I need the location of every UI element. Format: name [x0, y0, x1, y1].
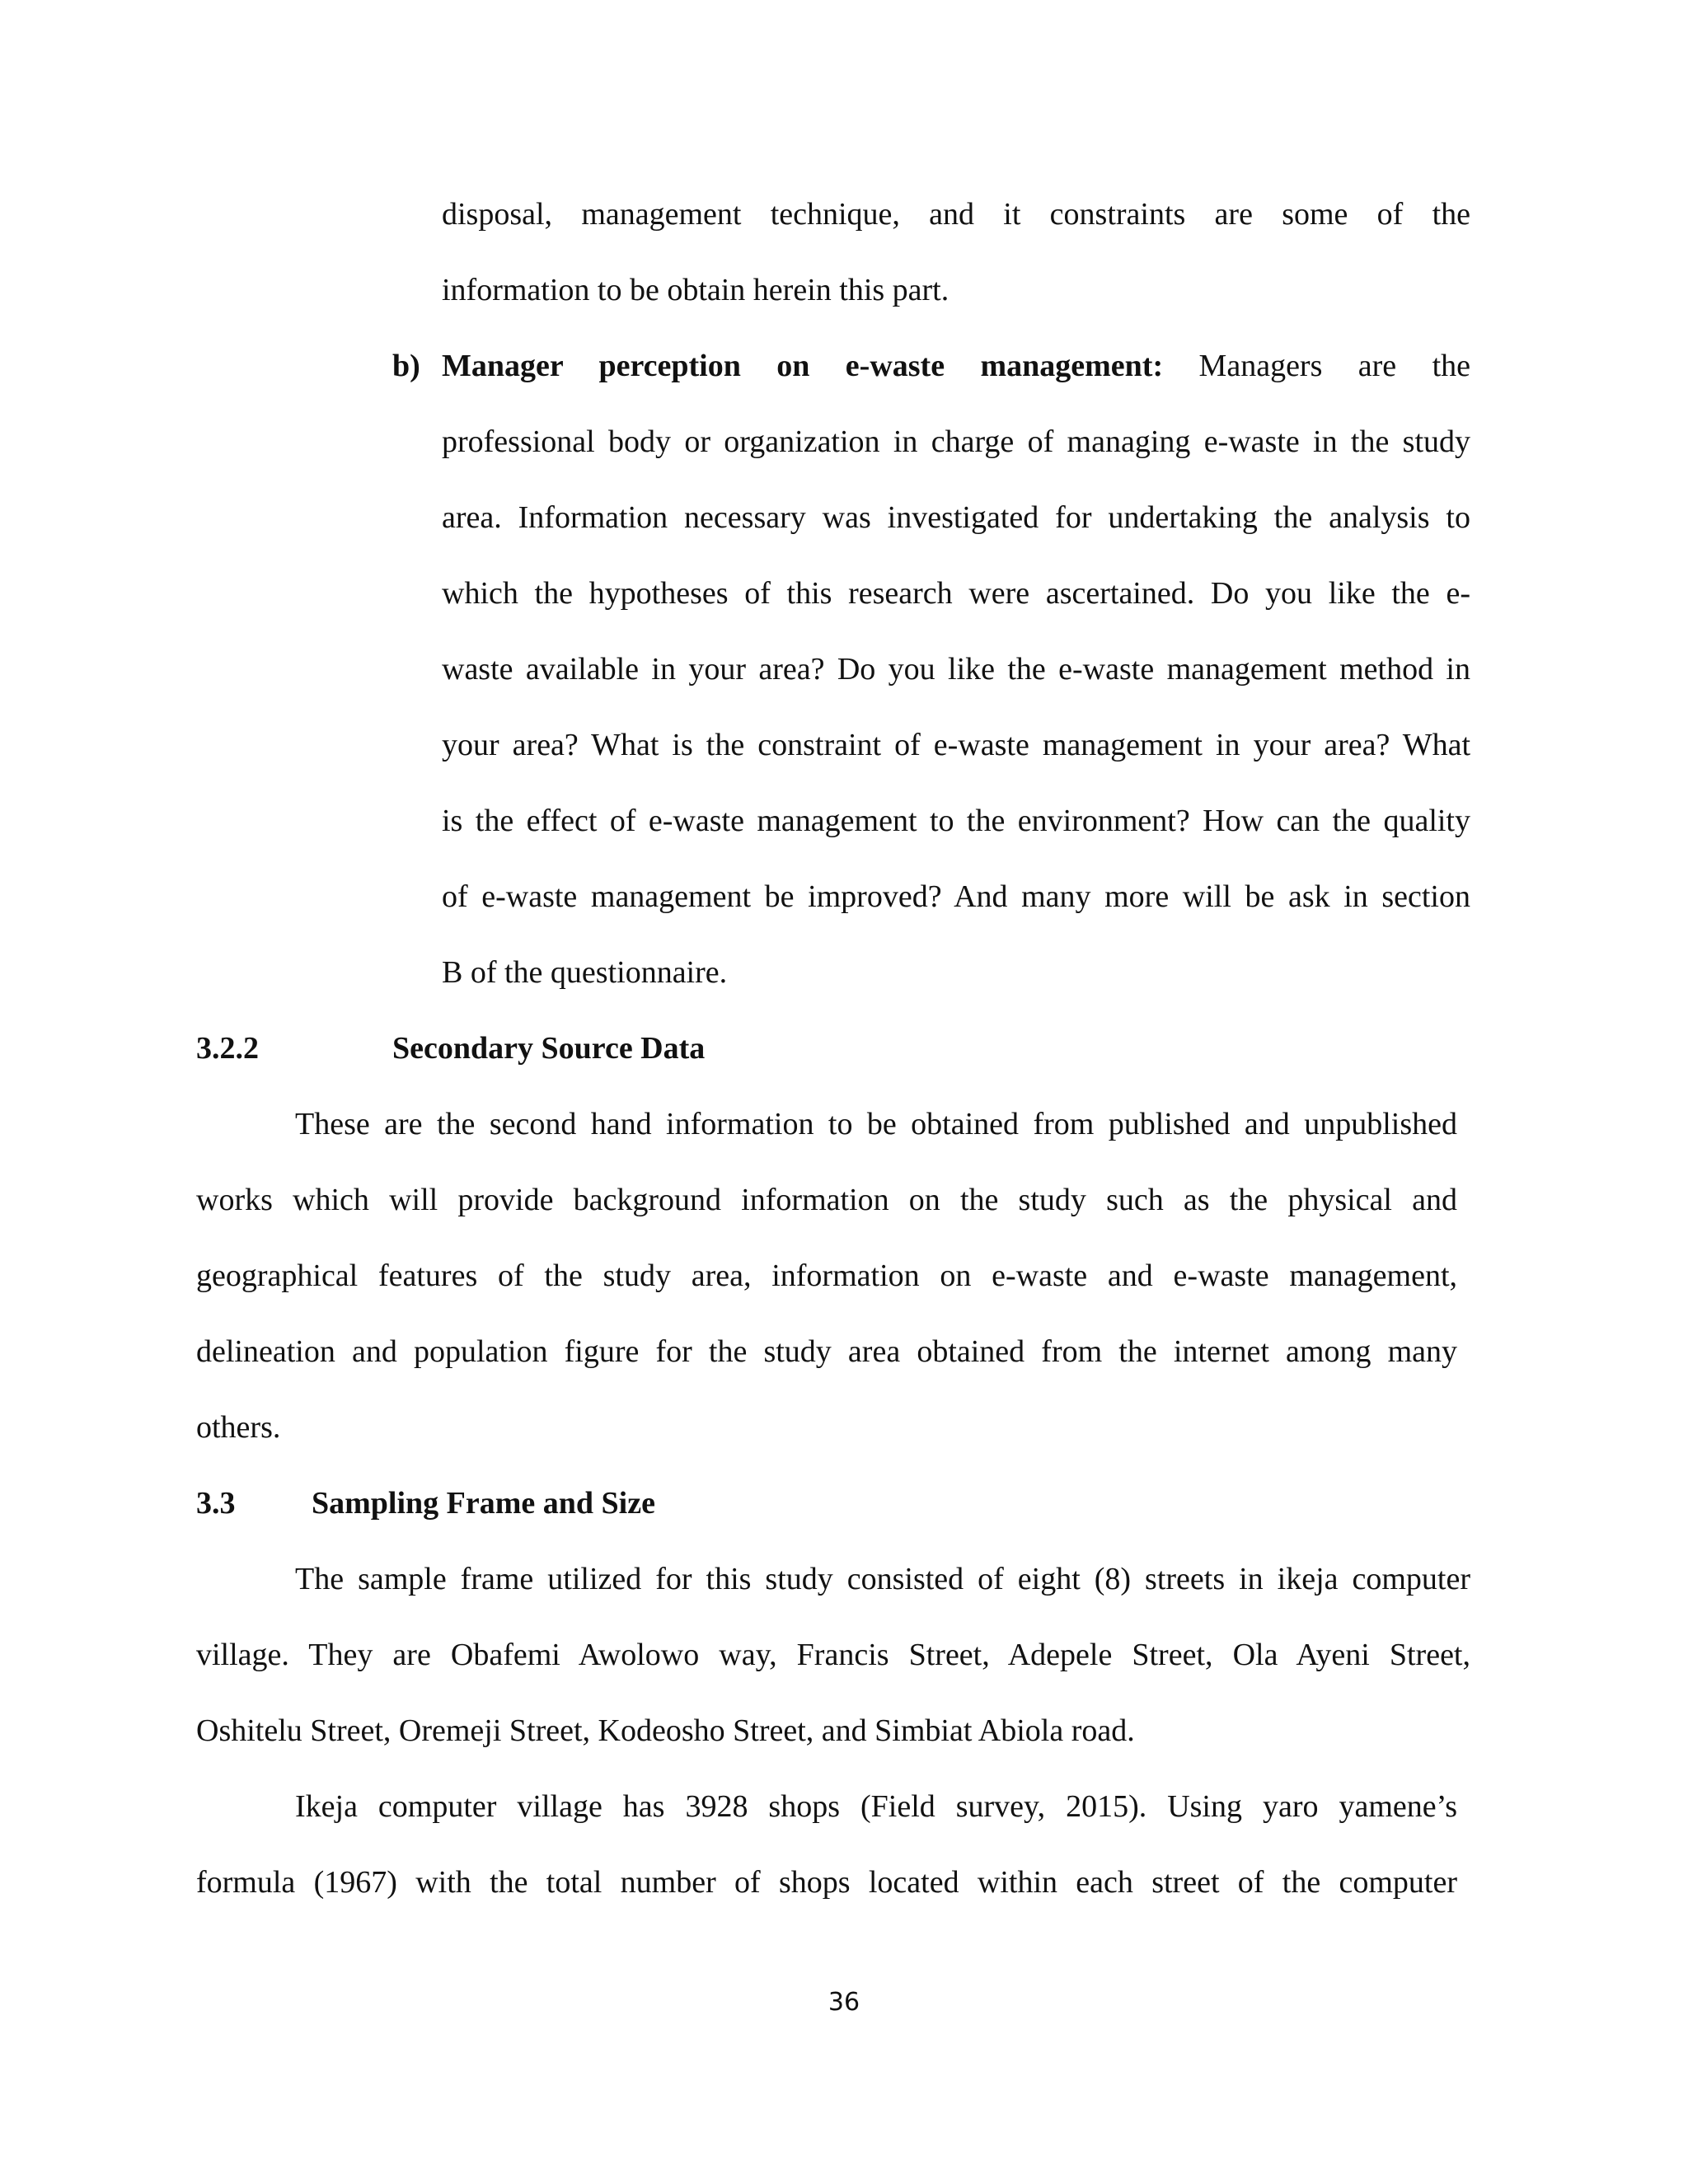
list-item-b-line: waste available in your area? Do you like the e-waste management method in [442, 652, 1470, 687]
paragraph-line: delineation and population figure for the study area obtained from the internet among many [196, 1334, 1457, 1369]
paragraph-line: village. They are Obafemi Awolowo way, Francis Street, Adepele Street, Ola Ayeni Street, [196, 1638, 1470, 1672]
paragraph-line: These are the second hand information to be obtained from published and unpublished [295, 1107, 1457, 1141]
list-item-a-line-1: disposal, management technique, and it constraints are some of the [442, 197, 1470, 232]
paragraph-line: Ikeja computer village has 3928 shops (Field survey, 2015). Using yaro yamene’s [295, 1789, 1457, 1824]
paragraph-line: The sample frame utilized for this study consisted of eight (8) streets in ikeja computer [295, 1562, 1470, 1596]
list-item-b-line: area. Information necessary was investigated for undertaking the analysis to [442, 500, 1470, 535]
section-number: 3.2.2 [196, 1031, 259, 1066]
section-number: 3.3 [196, 1486, 236, 1521]
section-title: Secondary Source Data [392, 1031, 706, 1066]
list-item-b-line: B of the questionnaire. [442, 955, 728, 990]
paragraph-line: Oshitelu Street, Oremeji Street, Kodeosho Street, and Simbiat Abiola road. [196, 1713, 1135, 1748]
list-item-b-first-line-rest: Managers are the [1198, 349, 1471, 383]
list-item-b-marker: b) [392, 349, 420, 383]
paragraph-line: works which will provide background information on the study such as the physical and [196, 1183, 1457, 1217]
list-item-b-line: is the effect of e-waste management to the environment? How can the quality [442, 804, 1470, 838]
list-item-b-line: of e-waste management be improved? And many more will be ask in section [442, 879, 1470, 914]
page-number: 36 [828, 1988, 860, 2017]
list-item-b-title: Manager perception on e-waste management: [442, 349, 1164, 383]
paragraph-line: geographical features of the study area, information on e-waste and e-waste management, [196, 1258, 1457, 1293]
paragraph-line: formula (1967) with the total number of shops located within each street of the computer [196, 1865, 1457, 1900]
list-item-b-line: professional body or organization in charge of managing e-waste in the study [442, 424, 1470, 459]
section-title: Sampling Frame and Size [312, 1486, 655, 1521]
list-item-b-line: which the hypotheses of this research were ascertained. Do you like the e- [442, 576, 1470, 611]
list-item-b-line: your area? What is the constraint of e-waste management in your area? What [442, 728, 1470, 762]
paragraph-line: others. [196, 1410, 281, 1445]
list-item-a-line-2: information to be obtain herein this part. [442, 273, 950, 307]
list-item-b-first-line [442, 348, 1470, 384]
